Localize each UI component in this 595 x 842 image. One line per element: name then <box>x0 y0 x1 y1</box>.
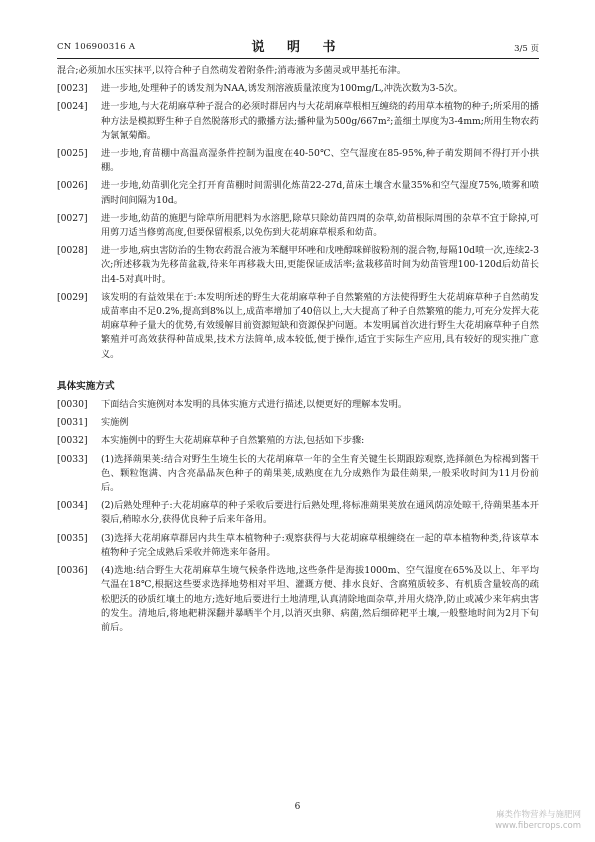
paragraph-number: [0036] <box>57 565 88 577</box>
paragraph-number: [0024] <box>57 101 88 113</box>
paragraph-number: [0023] <box>57 83 88 95</box>
paragraph <box>57 499 539 527</box>
paragraph-text: 本实施例中的野生大花胡麻草种子自然繁殖的方法,包括如下步骤: <box>101 435 365 447</box>
paragraph-number: [0035] <box>57 532 88 544</box>
paragraph-text: 进一步地,幼苗驯化完全打开育苗棚时间需驯化炼苗22-27d,苗床土壤含水量35%和空气湿度75%,喷雾和喷洒时间间隔为10d。 <box>101 180 539 206</box>
paragraph-text: 进一步地,与大花胡麻草种子混合的必须时群居内与大花胡麻草根相互缠绕的药用草本植物的种子;所采用的播种方法是模拟野生种子自然脱落形式的撒播方法;播种量为500g/667m²;盖细土厚度为3-4mm;所用生物农药为氯氰菊酯。 <box>101 101 539 141</box>
paragraph-text: 进一步地,病虫害防治的生物农药混合液为苯醚甲环唑和戊唑醇咪鲜胺粉剂的混合物,每隔10d喷一次,连续2-3次;所述移栽为先移苗盆栽,待来年再移栽大田,更能保证成活率;盆栽移苗时间为幼苗管理100-120d后幼苗长出4-5对真叶时。 <box>101 245 539 285</box>
paragraph <box>57 453 539 496</box>
paragraph <box>57 82 539 96</box>
paragraph-text: (3)选择大花胡麻草群居内共生草本植物种子:观察获得与大花胡麻草根缠绕在一起的草本植物种类,待该草本植物种子完全成熟后采收并筛选来年备用。 <box>101 532 539 558</box>
paragraph-number: [0028] <box>57 245 88 257</box>
paragraph-number: [0033] <box>57 453 88 465</box>
paragraph-number: [0026] <box>57 180 88 192</box>
paragraph-number: [0032] <box>57 435 88 447</box>
document-title: 说 明 书 <box>251 40 345 55</box>
paragraph-group-embodiment <box>57 398 539 635</box>
watermark-site-name: 麻类作物营养与施肥网 <box>495 810 581 820</box>
paragraph <box>57 564 539 635</box>
paragraph <box>57 244 539 287</box>
paragraph-text: 实施例 <box>101 417 129 429</box>
paragraph-text: 下面结合实施例对本发明的具体实施方式进行描述,以便更好的理解本发明。 <box>101 399 408 411</box>
paragraph-number: [0027] <box>57 212 88 224</box>
paragraph-text: (4)选地:结合野生大花胡麻草生境气候条件选地,这些条件是海拔1000m、空气湿度在65%及以上、年平均气温在18℃,根据这些要求选择地势相对平坦、灌溉方便、排水良好、含腐殖质较多、有机质含量较高的疏松肥沃的砂质红壤土的地方;选好地后要进行土地清理,认真清除地面杂草,并用火烧净,防止或减少来年病虫害的发生。清地后,将地耙耕深翻并暴晒半个月,以消灭虫卵、病菌,然后细碎耙平土壤,一般整地时间为2月下旬前后。 <box>101 565 539 633</box>
paragraph <box>57 147 539 175</box>
paragraph-number: [0029] <box>57 291 88 303</box>
paragraph-number: [0030] <box>57 399 88 411</box>
header-divider <box>57 58 539 59</box>
paragraph-text: (1)选择蒴果荚:结合对野生生境生长的大花胡麻草一年的全生育关键生长期跟踪观察,选择颜色为棕褐到酱干色、颗粒饱满、内含亮晶晶灰色种子的蒴果荚,成熟度在九分成熟作为最佳蒴果,一般采收时间为11月份前后。 <box>101 453 539 494</box>
paragraph-number: [0031] <box>57 417 88 429</box>
paragraph-text: 进一步地,处理种子的诱发剂为NAA,诱发剂溶液质量浓度为100mg/L,冲洗次数为3-5次。 <box>101 83 463 95</box>
page-indicator: 3/5 页 <box>514 44 539 54</box>
paragraph <box>57 416 539 430</box>
watermark-url: www.fibercrops.com <box>495 821 581 831</box>
page-number: 6 <box>294 802 301 812</box>
publication-number: CN 106900316 A <box>57 42 136 52</box>
site-watermark <box>495 810 581 832</box>
paragraph <box>57 100 539 143</box>
page-header <box>57 33 539 57</box>
continued-paragraph: 混合;必须加水压实抹平,以符合种子自然萌发着附条件;消毒液为多菌灵或甲基托布津。 <box>57 65 407 76</box>
paragraph <box>57 434 539 448</box>
document-body <box>57 64 539 639</box>
paragraph-number: [0025] <box>57 148 88 160</box>
paragraph-text: 进一步地,育苗棚中高温高湿条件控制为温度在40-50℃、空气湿度在85-95%,种子萌发期间不得打开小拱棚。 <box>101 148 539 174</box>
paragraph <box>57 179 539 207</box>
paragraph-group-summary <box>57 82 539 362</box>
paragraph-text: 该发明的有益效果在于:本发明所述的野生大花胡麻草种子自然繁殖的方法使得野生大花胡麻草种子自然萌发成苗率由不足0.2%,提高到8%以上,成苗率增加了40倍以上,大大提高了种子自然繁殖的能力,可充分发挥大花胡麻草种子量大的优势,有效缓解目前资源短缺和资源保护问题。本发明属首次进行野生大花胡麻草种子自然繁殖并可高效获得种苗成果,技术方法简单,成本较低,便于操作,适宜于实际生产应用,具有较好的现实推广意义。 <box>101 291 539 360</box>
paragraph <box>57 398 539 412</box>
paragraph <box>57 291 539 362</box>
paragraph-number: [0034] <box>57 500 88 512</box>
paragraph-text: 进一步地,幼苗的施肥与除草所用肥料为水溶肥,除草只除幼苗四周的杂草,幼苗根际周围的杂草不宜于除掉,可用剪刀适当修剪高度,但要保留根系,以免伤到大花胡麻草根系和幼苗。 <box>101 212 539 239</box>
paragraph-text: (2)后熟处理种子:大花胡麻草的种子采收后要进行后熟处理,将标准蒴果荚放在通风荫凉处晾干,待蒴果基本开裂后,稍晾水分,获得优良种子后来年备用。 <box>101 500 539 526</box>
paragraph <box>57 212 539 240</box>
paragraph <box>57 532 539 560</box>
section-heading: 具体实施方式 <box>57 380 115 392</box>
